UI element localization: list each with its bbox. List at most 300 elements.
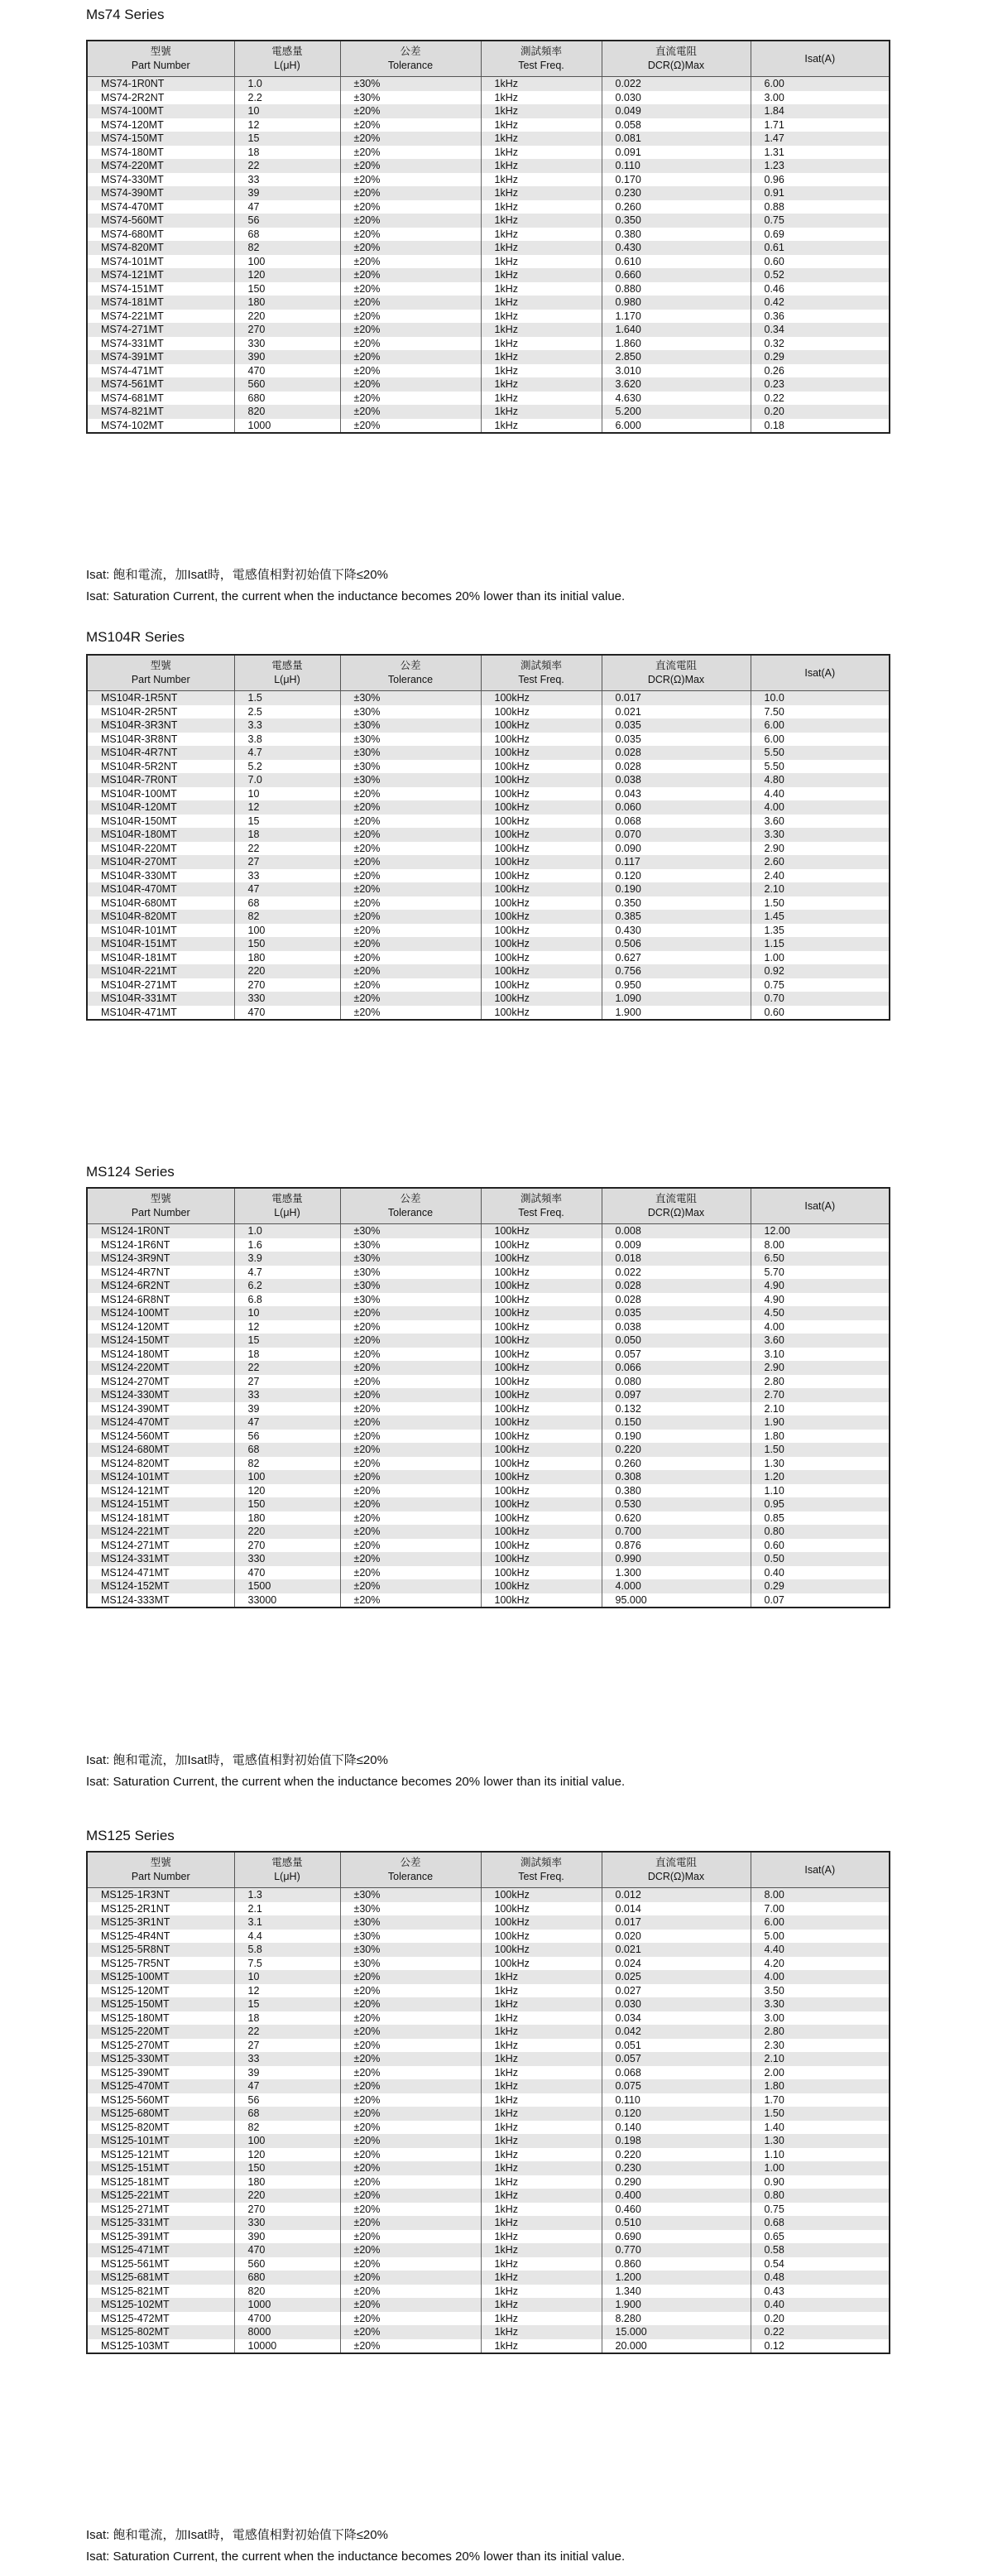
cell-inductance: 4.7 bbox=[234, 1266, 340, 1280]
header-tolerance bbox=[340, 655, 481, 691]
table-row bbox=[87, 1320, 890, 1334]
table-row bbox=[87, 1930, 890, 1944]
cell-dcr: 0.430 bbox=[602, 241, 751, 255]
cell-tolerance: ±20% bbox=[340, 1579, 481, 1593]
table-row bbox=[87, 214, 890, 228]
cell-dcr: 0.027 bbox=[602, 1984, 751, 1998]
table-header-row bbox=[87, 1852, 890, 1888]
cell-isat: 1.50 bbox=[751, 1443, 890, 1457]
cell-test-freq: 100kHz bbox=[481, 1552, 602, 1566]
cell-isat: 0.70 bbox=[751, 992, 890, 1006]
cell-part-number: MS104R-680MT bbox=[101, 896, 177, 909]
cell-tolerance: ±20% bbox=[340, 323, 481, 337]
cell-dcr: 0.400 bbox=[602, 2189, 751, 2203]
cell-part-number: MS124-180MT bbox=[101, 1348, 170, 1360]
header-label-en: L(μH) bbox=[274, 1871, 300, 1882]
cell-test-freq: 100kHz bbox=[481, 1266, 602, 1280]
series-title: MS125 Series bbox=[86, 1828, 175, 1843]
cell-inductance: 10 bbox=[234, 1306, 340, 1320]
cell-inductance: 4.4 bbox=[234, 1930, 340, 1944]
cell-dcr: 0.030 bbox=[602, 1997, 751, 2011]
cell-part-number: MS104R-330MT bbox=[101, 869, 177, 882]
cell-test-freq: 100kHz bbox=[481, 1525, 602, 1539]
cell-test-freq: 100kHz bbox=[481, 1252, 602, 1266]
cell-part-number: MS104R-331MT bbox=[87, 992, 234, 1006]
header-label-cn: 型號 bbox=[150, 1857, 171, 1868]
cell-test-freq: 100kHz bbox=[481, 705, 602, 719]
cell-tolerance: ±20% bbox=[340, 882, 481, 896]
header-label-en: Part Number bbox=[131, 1871, 190, 1882]
table-row bbox=[87, 1943, 890, 1957]
cell-inductance: 68 bbox=[234, 228, 340, 242]
cell-inductance: 270 bbox=[234, 2203, 340, 2217]
cell-inductance: 33000 bbox=[234, 1593, 340, 1608]
table-row bbox=[87, 2189, 890, 2203]
header-inductance bbox=[234, 655, 340, 691]
header-label: Isat(A) bbox=[804, 1199, 836, 1212]
cell-test-freq: 1kHz bbox=[481, 268, 602, 282]
cell-tolerance: ±20% bbox=[340, 2121, 481, 2135]
header-test-freq bbox=[481, 655, 602, 691]
cell-inductance: 150 bbox=[234, 2161, 340, 2175]
cell-tolerance: ±30% bbox=[340, 91, 481, 105]
cell-test-freq: 1kHz bbox=[481, 2243, 602, 2257]
cell-part-number: MS74-681MT bbox=[101, 392, 164, 404]
cell-dcr: 0.756 bbox=[602, 964, 751, 978]
table-row bbox=[87, 1579, 890, 1593]
isat-note-en: Isat: Saturation Current, the current when the inductance becomes 20% lower than its initial value. bbox=[86, 589, 626, 603]
cell-tolerance: ±20% bbox=[340, 392, 481, 406]
table-row bbox=[87, 296, 890, 310]
cell-inductance: 150 bbox=[234, 282, 340, 296]
cell-test-freq: 100kHz bbox=[481, 1348, 602, 1362]
cell-part-number: MS125-2R1NT bbox=[101, 1902, 170, 1915]
cell-isat: 12.00 bbox=[751, 1224, 890, 1238]
cell-part-number: MS124-221MT bbox=[87, 1525, 234, 1539]
header-dcr bbox=[602, 1852, 751, 1888]
table-row bbox=[87, 310, 890, 324]
header-label-en: Tolerance bbox=[387, 1871, 434, 1882]
series-title: MS104R Series bbox=[86, 629, 185, 645]
cell-isat: 0.32 bbox=[751, 337, 890, 351]
header-test-freq bbox=[481, 1188, 602, 1224]
cell-isat: 6.00 bbox=[751, 718, 890, 733]
cell-tolerance: ±20% bbox=[340, 978, 481, 992]
table-row bbox=[87, 705, 890, 719]
header-test-freq bbox=[481, 41, 602, 77]
cell-isat: 1.45 bbox=[751, 910, 890, 924]
cell-isat: 1.15 bbox=[751, 937, 890, 951]
cell-inductance: 1500 bbox=[234, 1579, 340, 1593]
cell-tolerance: ±20% bbox=[340, 1375, 481, 1389]
cell-inductance: 4.7 bbox=[234, 746, 340, 760]
cell-dcr: 0.042 bbox=[602, 2025, 751, 2039]
cell-tolerance: ±30% bbox=[340, 1293, 481, 1307]
cell-test-freq: 1kHz bbox=[481, 392, 602, 406]
cell-tolerance: ±20% bbox=[340, 2271, 481, 2285]
cell-inductance: 12 bbox=[234, 1320, 340, 1334]
cell-part-number: MS124-3R9NT bbox=[87, 1252, 234, 1266]
cell-inductance: 1.0 bbox=[234, 1224, 340, 1238]
cell-isat: 1.90 bbox=[751, 1415, 890, 1430]
cell-test-freq: 1kHz bbox=[481, 77, 602, 91]
cell-inductance: 22 bbox=[234, 842, 340, 856]
table-row bbox=[87, 1375, 890, 1389]
cell-dcr: 0.012 bbox=[602, 1888, 751, 1902]
cell-tolerance: ±20% bbox=[340, 2079, 481, 2093]
spec-table-ms125 bbox=[86, 1851, 890, 2354]
cell-part-number: MS74-331MT bbox=[101, 337, 164, 349]
cell-dcr: 1.640 bbox=[602, 323, 751, 337]
cell-inductance: 33 bbox=[234, 1388, 340, 1402]
cell-isat: 3.60 bbox=[751, 815, 890, 829]
cell-dcr: 0.035 bbox=[602, 1306, 751, 1320]
cell-tolerance: ±20% bbox=[340, 214, 481, 228]
header-label-en: DCR(Ω)Max bbox=[647, 60, 705, 71]
cell-isat: 1.30 bbox=[751, 2134, 890, 2148]
cell-dcr: 0.049 bbox=[602, 104, 751, 118]
header-label-en: Test Freq. bbox=[518, 1871, 564, 1882]
cell-inductance: 180 bbox=[234, 2175, 340, 2189]
cell-part-number: MS74-100MT bbox=[87, 104, 234, 118]
header-label-cn: 測試頻率 bbox=[520, 1193, 562, 1204]
cell-tolerance: ±30% bbox=[340, 746, 481, 760]
cell-test-freq: 100kHz bbox=[481, 896, 602, 911]
cell-inductance: 12 bbox=[234, 1984, 340, 1998]
cell-part-number: MS125-5R8NT bbox=[87, 1943, 234, 1957]
table-row bbox=[87, 323, 890, 337]
cell-dcr: 0.530 bbox=[602, 1497, 751, 1511]
cell-dcr: 0.980 bbox=[602, 296, 751, 310]
cell-tolerance: ±20% bbox=[340, 1984, 481, 1998]
cell-test-freq: 100kHz bbox=[481, 773, 602, 787]
cell-test-freq: 1kHz bbox=[481, 2285, 602, 2299]
cell-dcr: 0.627 bbox=[602, 951, 751, 965]
cell-tolerance: ±20% bbox=[340, 1306, 481, 1320]
cell-part-number: MS125-220MT bbox=[87, 2025, 234, 2039]
cell-isat: 0.61 bbox=[751, 241, 890, 255]
cell-part-number: MS124-271MT bbox=[101, 1539, 170, 1551]
cell-part-number: MS125-802MT bbox=[87, 2325, 234, 2339]
cell-inductance: 82 bbox=[234, 910, 340, 924]
cell-dcr: 0.380 bbox=[602, 228, 751, 242]
cell-test-freq: 100kHz bbox=[481, 1457, 602, 1471]
cell-inductance: 15 bbox=[234, 1334, 340, 1348]
cell-dcr: 0.117 bbox=[602, 855, 751, 869]
cell-dcr: 3.010 bbox=[602, 364, 751, 378]
cell-isat: 4.20 bbox=[751, 1957, 890, 1971]
cell-part-number: MS124-390MT bbox=[101, 1402, 170, 1415]
cell-part-number: MS124-100MT bbox=[87, 1306, 234, 1320]
cell-inductance: 56 bbox=[234, 1430, 340, 1444]
cell-part-number: MS124-181MT bbox=[101, 1511, 170, 1524]
cell-dcr: 0.610 bbox=[602, 255, 751, 269]
header-label-cn: 型號 bbox=[150, 660, 171, 671]
cell-dcr: 8.280 bbox=[602, 2312, 751, 2326]
cell-inductance: 33 bbox=[234, 2052, 340, 2066]
cell-inductance: 47 bbox=[234, 2079, 340, 2093]
cell-dcr: 0.308 bbox=[602, 1470, 751, 1484]
table-row bbox=[87, 1361, 890, 1375]
table-row bbox=[87, 2134, 890, 2148]
cell-dcr: 0.700 bbox=[602, 1525, 751, 1539]
cell-test-freq: 1kHz bbox=[481, 2312, 602, 2326]
table-row bbox=[87, 1334, 890, 1348]
cell-dcr: 0.132 bbox=[602, 1402, 751, 1416]
header-label-en: Tolerance bbox=[387, 1207, 434, 1218]
cell-tolerance: ±20% bbox=[340, 2339, 481, 2354]
cell-isat: 10.0 bbox=[751, 691, 890, 705]
cell-dcr: 1.090 bbox=[602, 992, 751, 1006]
cell-test-freq: 1kHz bbox=[481, 2148, 602, 2162]
cell-dcr: 0.350 bbox=[602, 214, 751, 228]
cell-inductance: 68 bbox=[234, 1443, 340, 1457]
cell-dcr: 0.070 bbox=[602, 828, 751, 842]
cell-isat: 4.90 bbox=[751, 1293, 890, 1307]
cell-part-number: MS74-1R0NT bbox=[87, 77, 234, 91]
header-tolerance bbox=[340, 1852, 481, 1888]
cell-test-freq: 1kHz bbox=[481, 419, 602, 434]
cell-test-freq: 1kHz bbox=[481, 132, 602, 146]
cell-tolerance: ±30% bbox=[340, 1943, 481, 1957]
cell-dcr: 0.014 bbox=[602, 1902, 751, 1916]
cell-isat: 8.00 bbox=[751, 1888, 890, 1902]
cell-tolerance: ±20% bbox=[340, 377, 481, 392]
cell-inductance: 3.3 bbox=[234, 718, 340, 733]
cell-part-number: MS74-471MT bbox=[101, 364, 164, 377]
cell-dcr: 0.140 bbox=[602, 2121, 751, 2135]
header-isat bbox=[751, 41, 890, 77]
header-label-cn: 測試頻率 bbox=[520, 46, 562, 57]
cell-inductance: 120 bbox=[234, 268, 340, 282]
cell-isat: 2.10 bbox=[751, 1402, 890, 1416]
cell-part-number: MS104R-100MT bbox=[101, 787, 177, 800]
cell-inductance: 330 bbox=[234, 337, 340, 351]
cell-isat: 4.40 bbox=[751, 1943, 890, 1957]
cell-isat: 1.70 bbox=[751, 2093, 890, 2107]
cell-part-number: MS74-820MT bbox=[87, 241, 234, 255]
cell-isat: 0.29 bbox=[751, 350, 890, 364]
cell-dcr: 0.021 bbox=[602, 1943, 751, 1957]
cell-isat: 0.69 bbox=[751, 228, 890, 242]
cell-test-freq: 1kHz bbox=[481, 377, 602, 392]
cell-tolerance: ±20% bbox=[340, 1320, 481, 1334]
cell-part-number: MS124-121MT bbox=[101, 1484, 170, 1497]
cell-tolerance: ±20% bbox=[340, 1593, 481, 1608]
cell-part-number: MS104R-2R5NT bbox=[101, 705, 178, 718]
cell-part-number: MS104R-151MT bbox=[87, 937, 234, 951]
cell-inductance: 180 bbox=[234, 951, 340, 965]
cell-isat: 6.00 bbox=[751, 77, 890, 91]
table-row bbox=[87, 1888, 890, 1902]
cell-test-freq: 1kHz bbox=[481, 2216, 602, 2230]
cell-test-freq: 100kHz bbox=[481, 1957, 602, 1971]
cell-test-freq: 1kHz bbox=[481, 337, 602, 351]
cell-tolerance: ±20% bbox=[340, 910, 481, 924]
cell-tolerance: ±20% bbox=[340, 855, 481, 869]
cell-test-freq: 1kHz bbox=[481, 2230, 602, 2244]
cell-dcr: 4.000 bbox=[602, 1579, 751, 1593]
header-tolerance bbox=[340, 1188, 481, 1224]
cell-inductance: 27 bbox=[234, 2039, 340, 2053]
cell-tolerance: ±20% bbox=[340, 2107, 481, 2121]
cell-isat: 0.60 bbox=[751, 1539, 890, 1553]
cell-dcr: 0.090 bbox=[602, 842, 751, 856]
cell-test-freq: 1kHz bbox=[481, 241, 602, 255]
table-row bbox=[87, 978, 890, 992]
table-row bbox=[87, 1539, 890, 1553]
cell-tolerance: ±20% bbox=[340, 2134, 481, 2148]
cell-tolerance: ±20% bbox=[340, 1334, 481, 1348]
cell-dcr: 0.350 bbox=[602, 896, 751, 911]
cell-dcr: 0.110 bbox=[602, 2093, 751, 2107]
cell-tolerance: ±20% bbox=[340, 1006, 481, 1021]
header-label-en: L(μH) bbox=[274, 674, 300, 685]
cell-isat: 1.80 bbox=[751, 1430, 890, 1444]
cell-test-freq: 1kHz bbox=[481, 1984, 602, 1998]
cell-isat: 2.80 bbox=[751, 1375, 890, 1389]
cell-dcr: 0.510 bbox=[602, 2216, 751, 2230]
isat-note-cn: Isat: 飽和電流，加Isat時，電感值相對初始值下降≤20% bbox=[86, 1753, 388, 1767]
header-isat bbox=[751, 1852, 890, 1888]
cell-inductance: 82 bbox=[234, 241, 340, 255]
cell-tolerance: ±30% bbox=[340, 1238, 481, 1252]
table-row bbox=[87, 1997, 890, 2011]
cell-test-freq: 1kHz bbox=[481, 282, 602, 296]
cell-inductance: 1.0 bbox=[234, 77, 340, 91]
cell-isat: 4.50 bbox=[751, 1306, 890, 1320]
cell-tolerance: ±20% bbox=[340, 2161, 481, 2175]
header-part-number bbox=[87, 655, 234, 691]
cell-isat: 0.50 bbox=[751, 1552, 890, 1566]
cell-dcr: 0.950 bbox=[602, 978, 751, 992]
cell-isat: 1.00 bbox=[751, 951, 890, 965]
cell-tolerance: ±20% bbox=[340, 869, 481, 883]
cell-dcr: 0.220 bbox=[602, 2148, 751, 2162]
cell-isat: 0.60 bbox=[751, 1006, 890, 1021]
cell-test-freq: 1kHz bbox=[481, 310, 602, 324]
header-label-cn: 直流電阻 bbox=[655, 1193, 697, 1204]
cell-dcr: 0.024 bbox=[602, 1957, 751, 1971]
table-row bbox=[87, 2011, 890, 2026]
table-row bbox=[87, 1306, 890, 1320]
cell-test-freq: 1kHz bbox=[481, 2298, 602, 2312]
cell-part-number: MS104R-1R5NT bbox=[87, 691, 234, 705]
header-label-cn: 公差 bbox=[400, 660, 421, 671]
cell-tolerance: ±20% bbox=[340, 2011, 481, 2026]
cell-part-number: MS125-4R4NT bbox=[101, 1930, 170, 1942]
header-isat bbox=[751, 655, 890, 691]
cell-tolerance: ±30% bbox=[340, 1224, 481, 1238]
cell-tolerance: ±20% bbox=[340, 1997, 481, 2011]
cell-inductance: 820 bbox=[234, 2285, 340, 2299]
spec-table-ms124 bbox=[86, 1187, 890, 1608]
cell-part-number: MS74-561MT bbox=[87, 377, 234, 392]
cell-inductance: 1000 bbox=[234, 419, 340, 434]
table-row bbox=[87, 1902, 890, 1916]
cell-tolerance: ±20% bbox=[340, 228, 481, 242]
cell-inductance: 56 bbox=[234, 214, 340, 228]
cell-test-freq: 100kHz bbox=[481, 828, 602, 842]
cell-inductance: 27 bbox=[234, 855, 340, 869]
cell-tolerance: ±20% bbox=[340, 800, 481, 815]
cell-dcr: 0.057 bbox=[602, 1348, 751, 1362]
cell-dcr: 0.028 bbox=[602, 1293, 751, 1307]
cell-tolerance: ±20% bbox=[340, 1388, 481, 1402]
isat-note-en: Isat: Saturation Current, the current when the inductance becomes 20% lower than its initial value. bbox=[86, 1775, 626, 1789]
cell-part-number: MS74-390MT bbox=[87, 186, 234, 200]
table-row bbox=[87, 377, 890, 392]
cell-inductance: 470 bbox=[234, 1006, 340, 1021]
cell-part-number: MS125-330MT bbox=[87, 2052, 234, 2066]
cell-dcr: 15.000 bbox=[602, 2325, 751, 2339]
cell-dcr: 0.220 bbox=[602, 1443, 751, 1457]
cell-isat: 1.00 bbox=[751, 2161, 890, 2175]
table-row bbox=[87, 200, 890, 214]
header-isat bbox=[751, 1188, 890, 1224]
header-label: Isat(A) bbox=[804, 1863, 836, 1876]
table-row bbox=[87, 1006, 890, 1021]
cell-inductance: 5.8 bbox=[234, 1943, 340, 1957]
cell-inductance: 39 bbox=[234, 2066, 340, 2080]
cell-part-number: MS104R-120MT bbox=[87, 800, 234, 815]
cell-inductance: 39 bbox=[234, 1402, 340, 1416]
cell-inductance: 180 bbox=[234, 296, 340, 310]
cell-test-freq: 100kHz bbox=[481, 924, 602, 938]
cell-inductance: 47 bbox=[234, 882, 340, 896]
cell-isat: 0.65 bbox=[751, 2230, 890, 2244]
table-row bbox=[87, 2161, 890, 2175]
header-dcr bbox=[602, 1188, 751, 1224]
cell-part-number: MS125-561MT bbox=[101, 2257, 170, 2270]
cell-isat: 3.10 bbox=[751, 1348, 890, 1362]
table-header-row bbox=[87, 1188, 890, 1224]
table-row bbox=[87, 2079, 890, 2093]
cell-inductance: 18 bbox=[234, 146, 340, 160]
cell-dcr: 95.000 bbox=[602, 1593, 751, 1608]
cell-tolerance: ±20% bbox=[340, 146, 481, 160]
cell-inductance: 470 bbox=[234, 2243, 340, 2257]
cell-part-number: MS74-121MT bbox=[87, 268, 234, 282]
cell-test-freq: 1kHz bbox=[481, 296, 602, 310]
table-row bbox=[87, 992, 890, 1006]
cell-dcr: 1.170 bbox=[602, 310, 751, 324]
cell-inductance: 7.0 bbox=[234, 773, 340, 787]
cell-test-freq: 100kHz bbox=[481, 1006, 602, 1021]
cell-isat: 4.00 bbox=[751, 1320, 890, 1334]
cell-part-number: MS104R-221MT bbox=[87, 964, 234, 978]
cell-inductance: 180 bbox=[234, 1511, 340, 1526]
cell-test-freq: 100kHz bbox=[481, 1902, 602, 1916]
series-title: MS124 Series bbox=[86, 1164, 175, 1180]
cell-dcr: 0.025 bbox=[602, 1970, 751, 1984]
cell-part-number: MS125-181MT bbox=[101, 2175, 170, 2188]
cell-isat: 4.00 bbox=[751, 800, 890, 815]
table-row bbox=[87, 1388, 890, 1402]
table-row bbox=[87, 815, 890, 829]
table-row bbox=[87, 691, 890, 705]
cell-tolerance: ±20% bbox=[340, 2175, 481, 2189]
cell-dcr: 0.860 bbox=[602, 2257, 751, 2271]
cell-isat: 1.47 bbox=[751, 132, 890, 146]
cell-tolerance: ±20% bbox=[340, 1361, 481, 1375]
cell-tolerance: ±30% bbox=[340, 1902, 481, 1916]
header-label-en: L(μH) bbox=[274, 1207, 300, 1218]
cell-test-freq: 1kHz bbox=[481, 323, 602, 337]
cell-test-freq: 100kHz bbox=[481, 1539, 602, 1553]
cell-inductance: 56 bbox=[234, 2093, 340, 2107]
table-row bbox=[87, 760, 890, 774]
